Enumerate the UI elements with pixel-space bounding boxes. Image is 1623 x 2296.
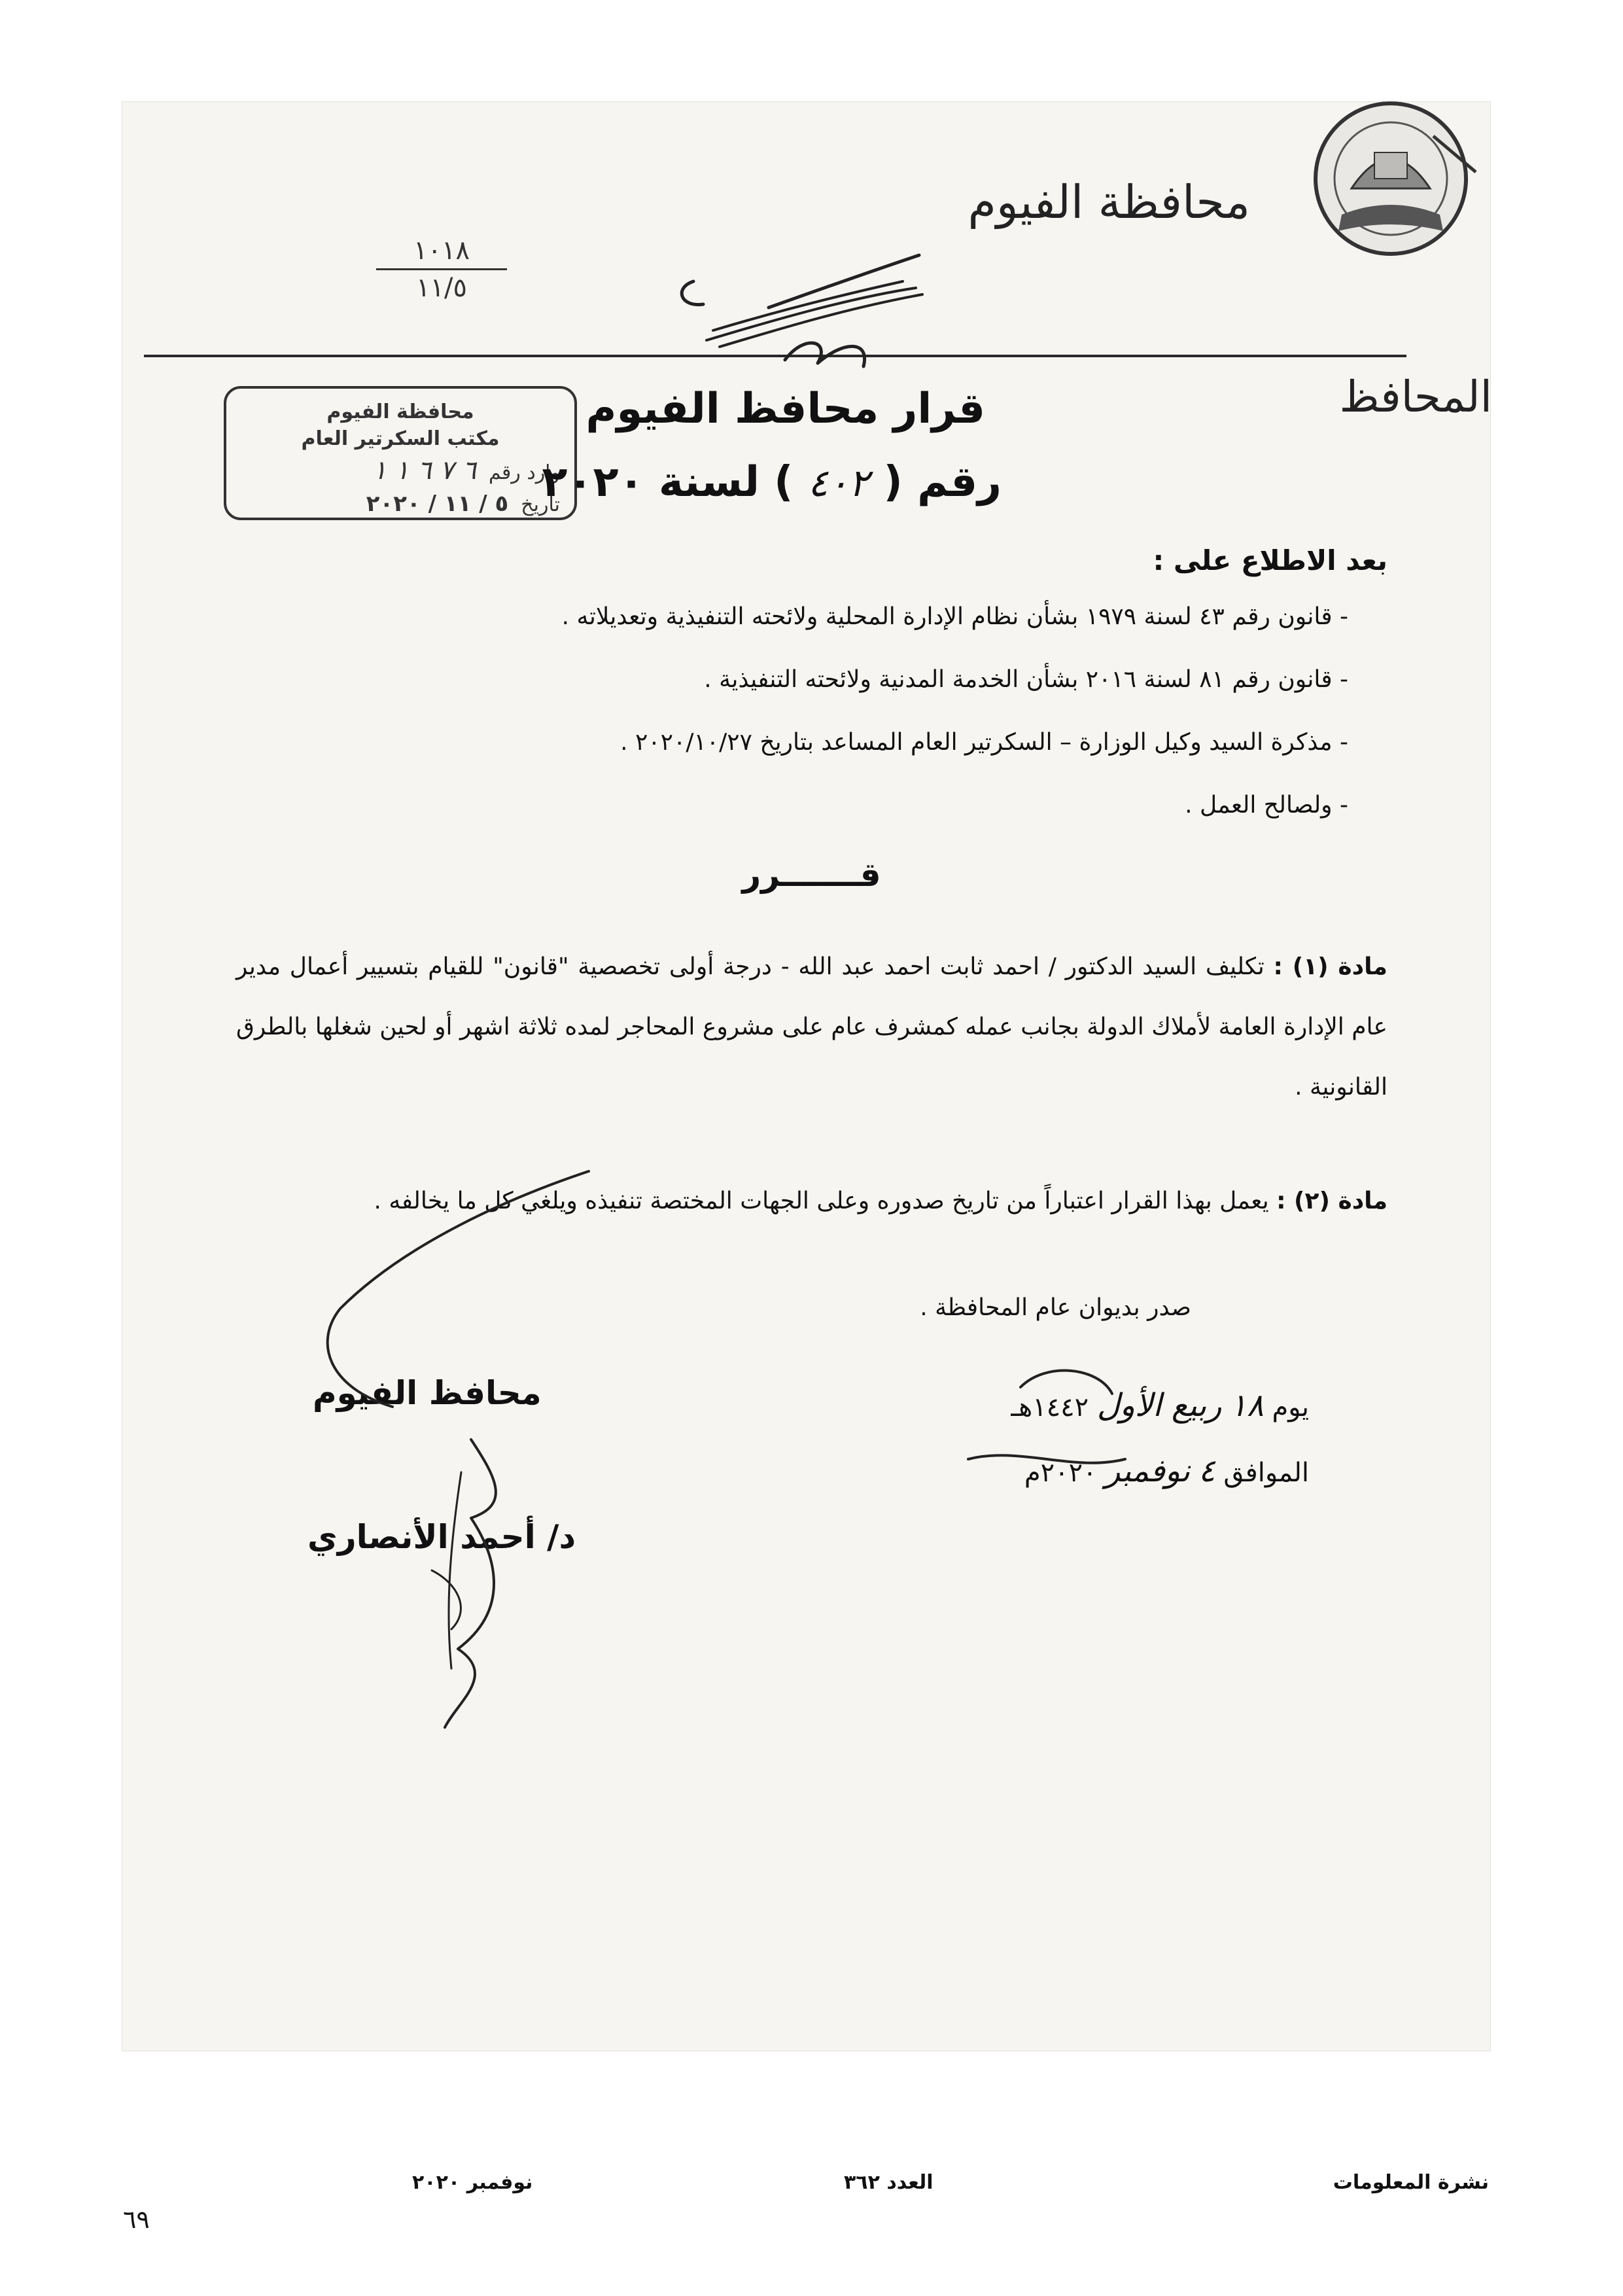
stamp-date-value: ٥ / ١١ / ٢٠٢٠ — [366, 491, 509, 517]
hijri-day: ١٨ — [1230, 1387, 1264, 1424]
incoming-stamp — [224, 386, 577, 520]
decision-year: ) لسنة ٢٠٢٠ — [542, 458, 794, 506]
preamble-heading: بعد الاطلاع على : — [1153, 544, 1387, 576]
governorate-emblem-icon — [1302, 90, 1479, 267]
preamble-item: - ولصالح العمل . — [1185, 792, 1348, 819]
greg-year: ٢٠٢٠م — [1024, 1458, 1097, 1488]
stamp-date-label: تاريخ — [521, 493, 560, 516]
article-2-label: مادة (٢) : — [1276, 1188, 1387, 1214]
stamp-incoming-row — [241, 455, 560, 486]
signature-title: محافظ الفيوم — [313, 1374, 542, 1412]
preamble-item: - قانون رقم ٨١ لسنة ٢٠١٦ بشأن الخدمة المدنية ولائحته التنفيذية . — [704, 666, 1348, 693]
stamp-incoming-number: ٦ ٧ ٦ ١ ١ — [372, 455, 476, 486]
footer-publication: نشرة المعلومات — [1333, 2171, 1489, 2194]
greg-month: نوفمبر — [1105, 1453, 1191, 1489]
issued-at: صدر بديوان عام المحافظة . — [920, 1294, 1191, 1321]
footer-date: نوفمبر ٢٠٢٠ — [412, 2171, 533, 2194]
decision-number-value: ٤٠٢ — [807, 461, 869, 505]
governorate-name: محافظة الفيوم — [968, 175, 1250, 229]
decision-title: قرار محافظ الفيوم — [585, 385, 985, 433]
article-1 — [236, 937, 1387, 1118]
preamble-item: - مذكرة السيد وكيل الوزارة – السكرتير العام المساعد بتاريخ ٢٠٢٠/١٠/٢٧ . — [620, 729, 1348, 756]
decision-number-label: رقم ( — [883, 458, 1002, 506]
stamp-date-row — [241, 491, 560, 517]
footer-issue: العدد ٣٦٢ — [844, 2171, 934, 2194]
reference-denominator: ١١/٥ — [416, 273, 467, 303]
hijri-year: ١٤٤٢هـ — [1011, 1392, 1089, 1422]
reference-numerator: ١٠١٨ — [376, 236, 507, 270]
article-2-text: يعمل بهذا القرار اعتباراً من تاريخ صدوره وعلى الجهات المختصة تنفيذه ويلغي كل ما يخالفه . — [374, 1188, 1269, 1214]
page-number: ٦٩ — [123, 2205, 150, 2234]
decides-heading: قـــــــرر — [742, 856, 881, 894]
stamp-line-2: مكتب السكرتير العام — [301, 427, 500, 450]
governor-title: المحافظ — [1339, 372, 1492, 422]
day-label: يوم — [1272, 1392, 1309, 1422]
reference-fraction — [376, 236, 507, 303]
stamp-line-1: محافظة الفيوم — [326, 400, 474, 423]
preamble-item: - قانون رقم ٤٣ لسنة ١٩٧٩ بشأن نظام الإدارة المحلية ولائحته التنفيذية وتعديلاته . — [561, 603, 1348, 630]
corresponding-label: الموافق — [1223, 1458, 1309, 1488]
article-1-text: تكليف السيد الدكتور / احمد ثابت احمد عبد الله - درجة أولى تخصصية "قانون" للقيام بتسيير أعمال مدير عام الإدارة العامة لأملاك الدولة بجانب عمله كمشرف عام على مشروع المحاجر لمده ثلاثة اشهر أو لحين شغلها بالطرق القانونية . — [236, 953, 1387, 1101]
signature-name: د/ أحمد الأنصاري — [307, 1518, 576, 1556]
stamp-incoming-label: وارد رقم — [489, 461, 560, 484]
decision-number — [542, 458, 1002, 506]
article-1-label: مادة (١) : — [1273, 953, 1387, 980]
hijri-date-line — [1011, 1387, 1309, 1424]
article-2 — [236, 1171, 1387, 1231]
hijri-month: ربيع الأول — [1096, 1387, 1222, 1424]
gregorian-date-line — [1024, 1453, 1309, 1489]
greg-day: ٤ — [1198, 1453, 1215, 1489]
header-divider — [144, 355, 1406, 357]
